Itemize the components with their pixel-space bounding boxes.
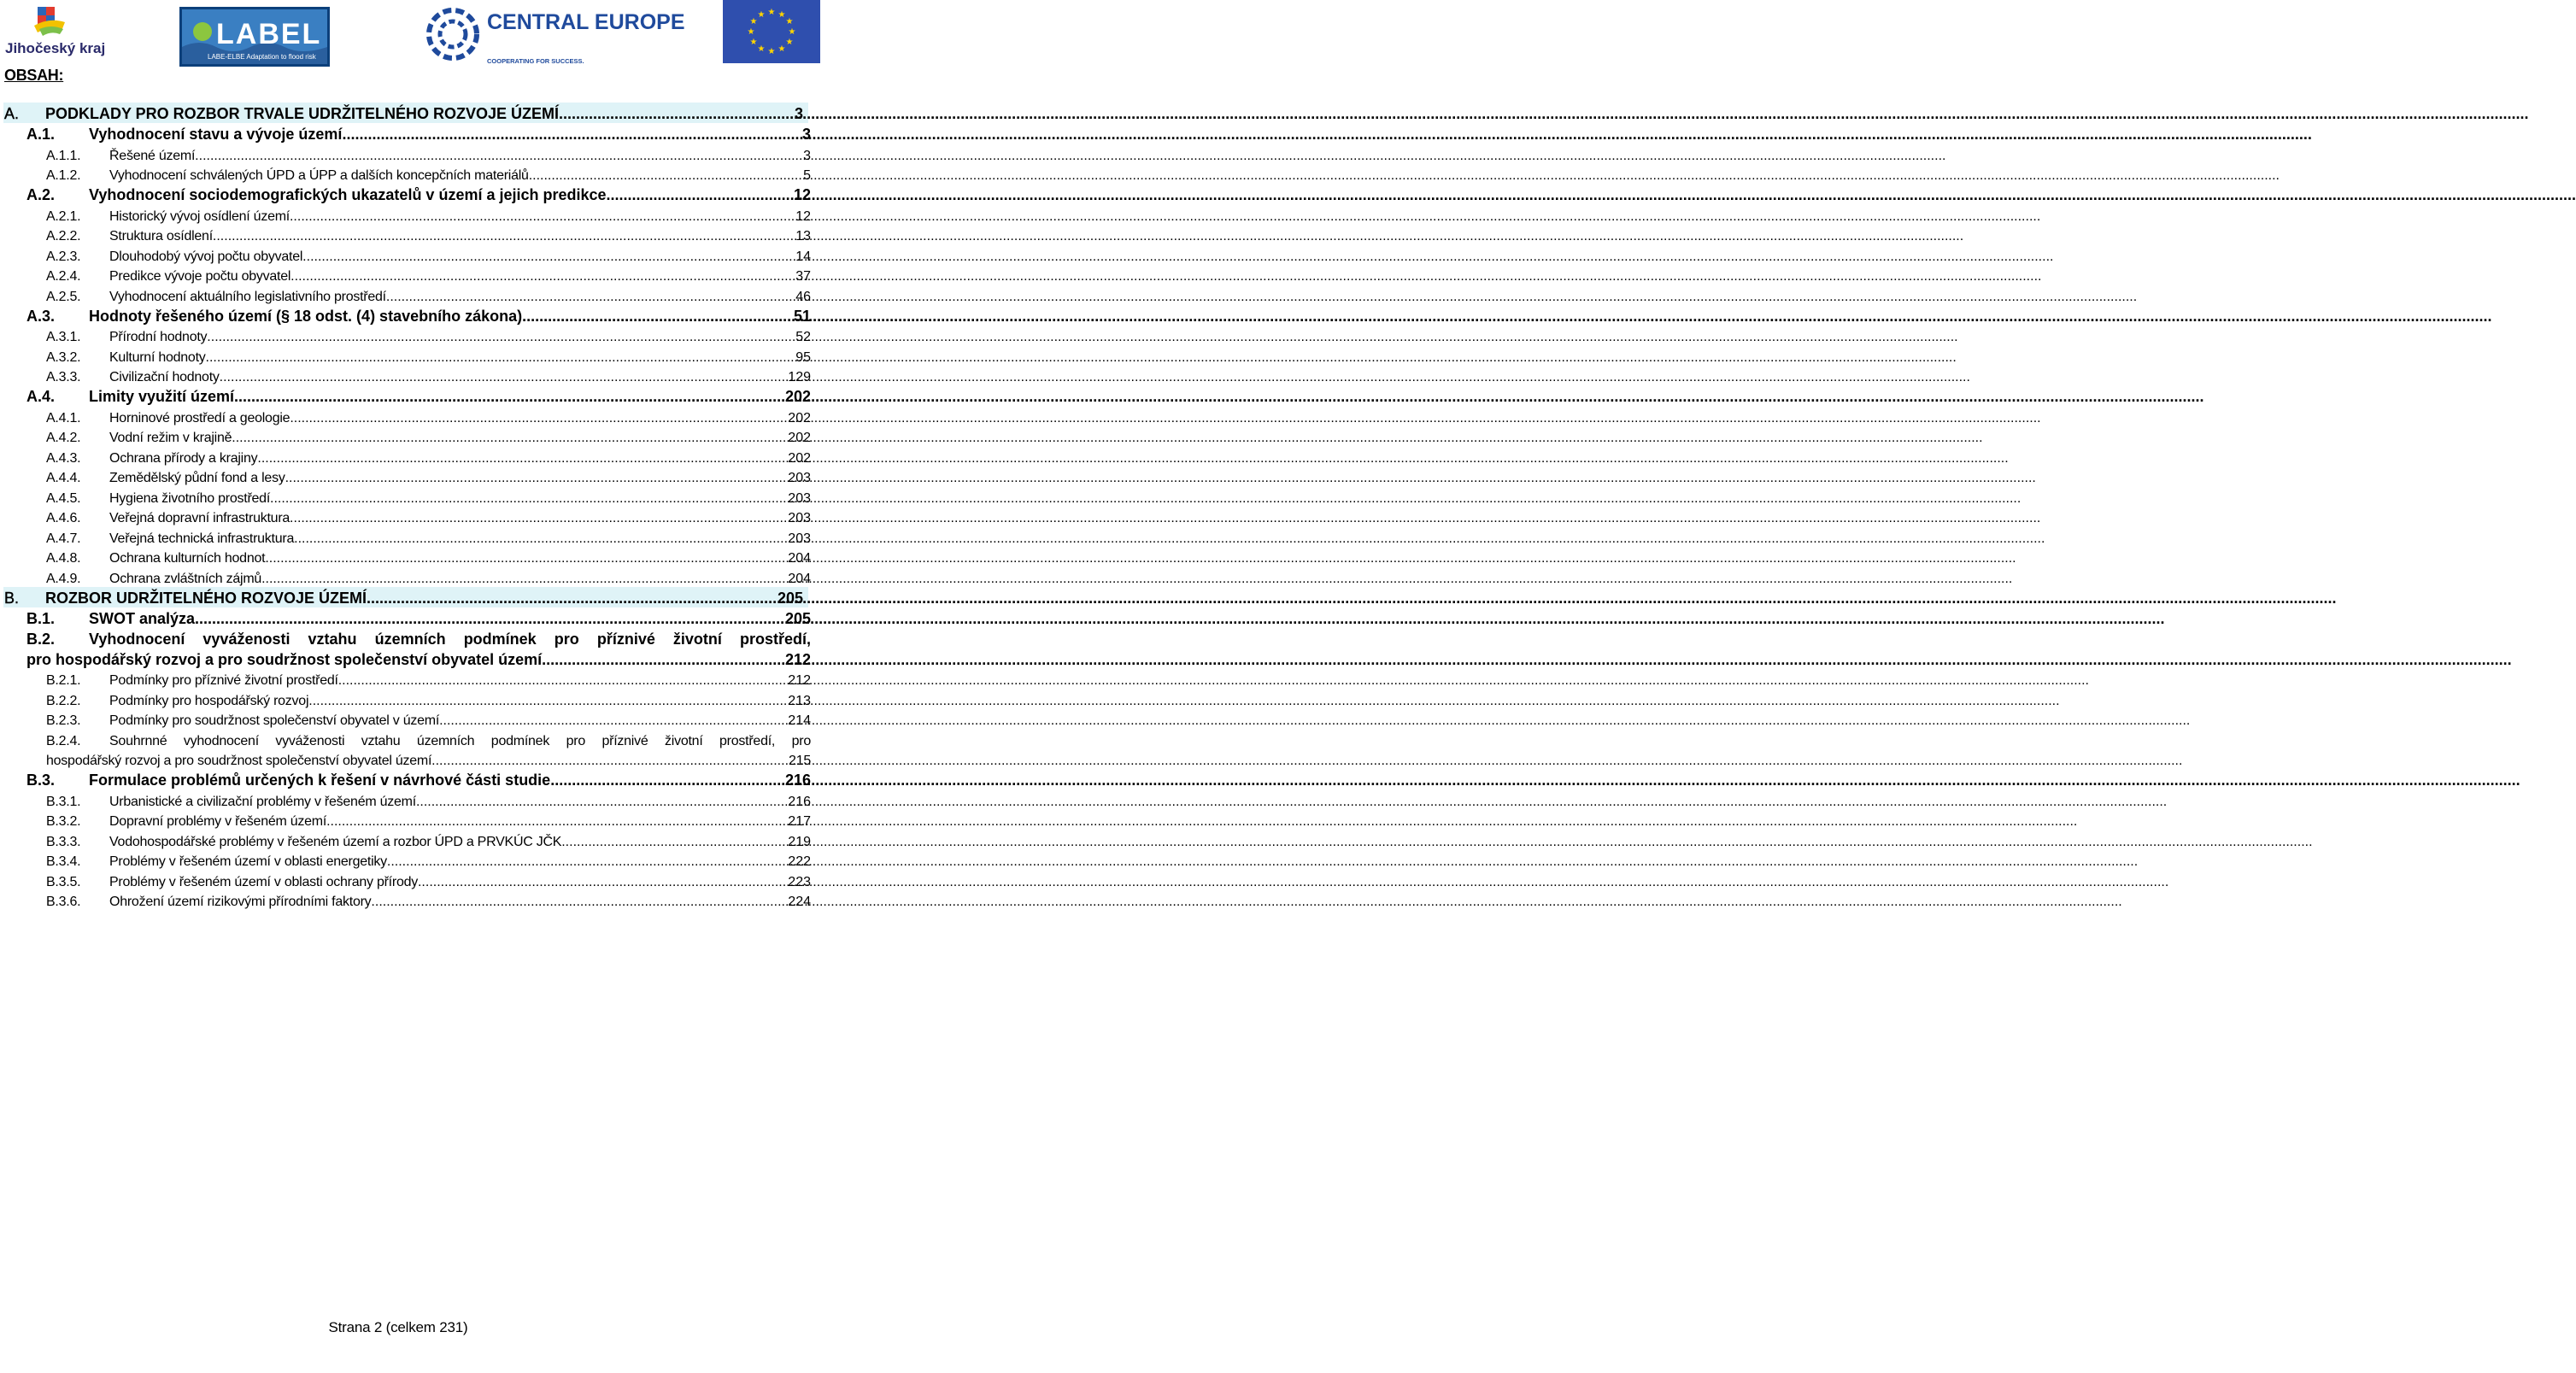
toc-number: B.3.4. xyxy=(46,854,81,869)
toc-title: PODKLADY PRO ROZBOR TRVALE UDRŽITELNÉHO ROZVOJE ÚZEMÍ xyxy=(45,105,560,122)
toc-page-number: 203 xyxy=(788,471,811,485)
toc-leader-dots xyxy=(529,168,803,184)
toc-title: Ochrana přírody a krajiny xyxy=(109,450,258,466)
toc-number: A.1.2. xyxy=(46,168,81,183)
toc-page-number: 216 xyxy=(784,772,811,789)
toc-entry-a3[interactable] xyxy=(0,305,820,326)
toc-leader-dots xyxy=(234,388,785,406)
svg-text:★: ★ xyxy=(777,44,786,54)
svg-text:★: ★ xyxy=(777,10,786,20)
toc-entry-a43[interactable] xyxy=(0,446,820,466)
toc-title: Hygiena životního prostředí xyxy=(109,490,271,506)
toc-number: A.4.6. xyxy=(46,511,81,525)
toc-title-continuation: pro hospodářský rozvoj a pro soudržnost společenství obyvatel území xyxy=(26,650,543,668)
toc-leader-dots xyxy=(338,673,789,689)
toc-entry-b2[interactable] xyxy=(0,628,820,669)
toc-page-number: 202 xyxy=(788,450,811,466)
toc-leader-dots xyxy=(257,451,788,466)
toc-number: A.3.3. xyxy=(46,370,81,384)
toc-title-continuation: hospodářský rozvoj a pro soudržnost společenství obyvatel území xyxy=(46,754,432,768)
toc-page-number: 224 xyxy=(788,895,811,909)
jihocesky-kraj-logo xyxy=(0,0,113,62)
toc-leader-dots xyxy=(542,651,785,669)
central-europe-logo xyxy=(424,7,685,65)
toc-number: B.3.5. xyxy=(46,874,81,889)
toc-number: B.2.1. xyxy=(46,673,81,688)
toc-title: Přírodní hodnoty xyxy=(109,330,208,344)
toc-title: Problémy v řešeném území v oblasti energetiky xyxy=(109,854,387,869)
svg-text:★: ★ xyxy=(785,38,794,47)
toc-title: Limity využití území xyxy=(89,388,235,405)
toc-page-number: 3 xyxy=(801,126,811,143)
toc-number: A.3.2. xyxy=(46,349,81,365)
toc-title: Řešené území xyxy=(109,148,196,163)
toc-page-number: 219 xyxy=(788,834,811,849)
toc-number: B.2. xyxy=(26,630,56,648)
toc-entry-a44[interactable] xyxy=(0,466,820,487)
toc-leader-dots xyxy=(431,754,789,769)
toc-leader-dots xyxy=(195,610,785,628)
toc-title: Veřejná dopravní infrastruktura xyxy=(109,511,290,525)
toc-title: Kulturní hodnoty xyxy=(109,349,206,365)
toc-entry-a21[interactable] xyxy=(0,204,820,225)
toc-leader-dots xyxy=(290,511,788,526)
toc-leader-dots xyxy=(522,308,794,326)
toc-number: A.3.1. xyxy=(46,330,81,344)
toc-number: A. xyxy=(4,105,20,122)
toc-leader-dots xyxy=(550,772,785,789)
toc-entry-a32[interactable] xyxy=(0,345,820,366)
toc-title: Formulace problémů určených k řešení v návrhové části studie xyxy=(89,772,551,789)
toc-number: A.2.4. xyxy=(46,269,81,284)
toc-page-number: 14 xyxy=(795,249,811,264)
toc-number: B.3.6. xyxy=(46,895,81,909)
toc-leader-dots xyxy=(290,209,795,225)
toc-leader-dots xyxy=(386,290,795,305)
toc-number: B.1. xyxy=(26,609,56,627)
toc-title: ROZBOR UDRŽITELNÉHO ROZVOJE ÚZEMÍ xyxy=(45,589,367,607)
toc-entry-a12[interactable] xyxy=(0,164,820,185)
toc-page-number: 213 xyxy=(788,693,811,708)
toc-title: Dlouhodobý vývoj počtu obyvatel xyxy=(109,249,303,264)
toc-page-number: 5 xyxy=(803,168,811,183)
toc-entry-b1[interactable] xyxy=(0,607,820,628)
toc-leader-dots xyxy=(308,694,788,709)
toc-entry-a42[interactable] xyxy=(0,426,820,447)
toc-title: Vyhodnocení vyváženosti vztahu územních podmínek pro příznivé životní prostředí, xyxy=(89,630,811,648)
toc-title: Podmínky pro příznivé životní prostředí xyxy=(109,673,338,688)
toc-page-number: 216 xyxy=(788,794,811,809)
toc-title: Podmínky pro hospodářský rozvoj xyxy=(109,693,309,708)
toc-number: A.2.2. xyxy=(46,229,81,244)
toc-title: Civilizační hodnoty xyxy=(109,370,220,384)
toc-leader-dots xyxy=(265,551,788,566)
toc-number: A.4.2. xyxy=(46,431,81,445)
toc-page-number: 205 xyxy=(777,589,803,607)
toc-leader-dots xyxy=(607,186,794,204)
toc-entry-a47[interactable] xyxy=(0,526,820,547)
toc-number: A.1.1. xyxy=(46,148,81,163)
toc-page-number: 215 xyxy=(789,754,811,768)
toc-page-number: 214 xyxy=(788,713,811,728)
toc-entry-a25[interactable] xyxy=(0,285,820,305)
toc-page-number: 51 xyxy=(793,307,811,325)
toc-leader-dots xyxy=(439,713,788,729)
label-wave-icon xyxy=(182,9,327,64)
toc-leader-dots xyxy=(290,269,795,285)
toc-entry-b21[interactable] xyxy=(0,669,820,689)
toc-entry-a48[interactable] xyxy=(0,547,820,567)
toc-title: Problémy v řešeném území v oblasti ochrany přírody xyxy=(109,874,418,889)
toc-entry-a49[interactable] xyxy=(0,566,820,587)
toc-number: A.4.5. xyxy=(46,490,81,506)
svg-text:★: ★ xyxy=(749,17,758,26)
toc-number: A.2.5. xyxy=(46,289,81,304)
jihocesky-kraj-emblem-icon xyxy=(0,0,113,62)
toc-title: Hodnoty řešeného území (§ 18 odst. (4) stavebního zákona) xyxy=(89,307,523,325)
toc-page-number: 203 xyxy=(788,511,811,525)
toc-entry-a11[interactable] xyxy=(0,144,820,164)
svg-text:COOPERATING FOR SUCCESS.: COOPERATING FOR SUCCESS. xyxy=(487,57,584,65)
toc-heading: OBSAH: xyxy=(4,67,64,84)
toc-number: B.2.2. xyxy=(46,693,81,708)
eu-stars-icon xyxy=(723,0,820,63)
toc-page-number: 52 xyxy=(795,330,811,344)
toc-title: Vodní režim v krajině xyxy=(109,431,232,445)
toc-title: Zemědělský půdní fond a lesy xyxy=(109,471,285,485)
toc-number: A.2.3. xyxy=(46,249,81,264)
toc-number: A.4.1. xyxy=(46,410,81,425)
svg-text:★: ★ xyxy=(749,38,758,47)
toc-number: A.2. xyxy=(26,186,56,203)
toc-number: B.2.4. xyxy=(46,734,81,748)
toc-number: A.4.9. xyxy=(46,571,81,586)
toc-leader-dots xyxy=(387,854,788,870)
toc-number: A.1. xyxy=(26,126,56,143)
toc-number: B.3. xyxy=(26,772,56,789)
toc-entry-b24[interactable] xyxy=(0,729,820,769)
central-europe-emblem-icon xyxy=(424,7,685,65)
toc-page-number: 203 xyxy=(788,490,811,506)
toc-entry-a41[interactable] xyxy=(0,406,820,426)
toc-page-number: 222 xyxy=(788,854,811,869)
toc-leader-dots xyxy=(326,814,788,830)
toc-number: B.2.3. xyxy=(46,713,81,728)
toc-title: Vyhodnocení sociodemografických ukazatelů v území a jejich predikce xyxy=(89,186,607,203)
toc-entry-a33[interactable] xyxy=(0,366,820,386)
toc-leader-dots xyxy=(195,149,803,164)
toc-leader-dots xyxy=(418,875,788,890)
toc-entry-b[interactable] xyxy=(3,587,808,607)
toc-entry-a45[interactable] xyxy=(0,486,820,507)
label-logo xyxy=(179,7,330,67)
toc-leader-dots xyxy=(290,411,788,426)
toc-page-number: 203 xyxy=(788,531,811,546)
toc-title: Ochrana kulturních hodnot xyxy=(109,551,266,566)
toc-page-number: 212 xyxy=(788,673,811,688)
toc-page-number: 46 xyxy=(795,289,811,304)
toc-title: Historický vývoj osídlení území xyxy=(109,208,290,224)
svg-text:LABEL: LABEL xyxy=(216,18,322,50)
toc-leader-dots xyxy=(342,126,802,144)
toc-number: A.4.8. xyxy=(46,551,81,566)
toc-number: A.4. xyxy=(26,388,56,405)
toc-number: A.4.4. xyxy=(46,471,81,485)
toc-entry-b34[interactable] xyxy=(0,850,820,871)
toc-page-number: 202 xyxy=(788,410,811,425)
toc-leader-dots xyxy=(285,471,789,486)
toc-page-number: 3 xyxy=(794,105,803,122)
toc-number: A.4.3. xyxy=(46,450,81,466)
toc-entry-a[interactable] xyxy=(3,103,808,123)
toc-title: Souhrnné vyhodnocení vyváženosti vztahu územních podmínek pro příznivé životní prostředí, pro xyxy=(109,734,811,748)
toc-page-number: 3 xyxy=(803,148,811,163)
toc-page-number: 37 xyxy=(795,269,811,284)
toc-entry-a24[interactable] xyxy=(0,265,820,285)
toc-entry-b23[interactable] xyxy=(0,709,820,730)
toc-entry-a2[interactable] xyxy=(0,184,820,204)
eu-flag-logo xyxy=(723,0,820,63)
toc-leader-dots xyxy=(416,795,788,810)
toc-entry-b22[interactable] xyxy=(0,689,820,709)
toc-title: Ohrožení území rizikovými přírodními faktory xyxy=(109,895,372,909)
toc-title: Vodohospodářské problémy v řešeném území a rozbor ÚPD a PRVKÚC JČK xyxy=(109,834,562,849)
toc-entry-a23[interactable] xyxy=(0,244,820,265)
toc-leader-dots xyxy=(261,572,788,587)
toc-title: Vyhodnocení aktuálního legislativního prostředí xyxy=(109,289,386,304)
toc-entry-a22[interactable] xyxy=(0,225,820,245)
toc-title: Dopravní problémy v řešeném území xyxy=(109,814,327,829)
svg-text:★: ★ xyxy=(788,27,796,37)
toc-page-number: 204 xyxy=(788,571,811,586)
toc-page-number: 95 xyxy=(795,349,811,365)
toc-number: B.3.3. xyxy=(46,834,81,849)
toc-page-number: 204 xyxy=(788,551,811,566)
toc-page-number: 129 xyxy=(788,370,811,384)
toc-title: Ochrana zvláštních zájmů xyxy=(109,571,262,586)
toc-entry-a46[interactable] xyxy=(0,507,820,527)
svg-text:★: ★ xyxy=(757,10,766,20)
toc-number: A.4.7. xyxy=(46,531,81,546)
toc-page-number: 212 xyxy=(784,650,811,668)
page-footer: Strana 2 (celkem 231) xyxy=(328,1319,468,1335)
toc-leader-dots xyxy=(232,431,788,446)
toc-leader-dots xyxy=(294,531,788,547)
toc-leader-dots xyxy=(207,330,795,345)
toc-title: Vyhodnocení stavu a vývoje území xyxy=(89,126,343,143)
svg-text:Jihočeský kraj: Jihočeský kraj xyxy=(5,40,106,56)
toc-entry-b33[interactable] xyxy=(0,830,820,850)
toc-leader-dots xyxy=(371,895,788,910)
toc-number: A.3. xyxy=(26,307,56,325)
toc-entry-b31[interactable] xyxy=(0,789,820,810)
toc-title: Struktura osídlení xyxy=(109,229,213,244)
toc-entry-a31[interactable] xyxy=(0,326,820,346)
svg-text:★: ★ xyxy=(767,47,776,56)
toc-leader-dots xyxy=(213,229,795,244)
svg-text:LABE-ELBE Adaptation to flood: LABE-ELBE Adaptation to flood risk xyxy=(208,53,316,61)
toc-title: Podmínky pro soudržnost společenství obyvatel v území xyxy=(109,713,440,728)
toc-page-number: 217 xyxy=(788,814,811,829)
toc-entry-a4[interactable] xyxy=(0,385,820,406)
toc-entry-b35[interactable] xyxy=(0,870,820,890)
toc-number: B.3.1. xyxy=(46,794,81,809)
toc-page-number: 205 xyxy=(784,609,811,627)
toc-leader-dots xyxy=(206,350,796,366)
toc-leader-dots xyxy=(559,105,795,123)
toc-title: Veřejná technická infrastruktura xyxy=(109,531,295,546)
table-of-contents xyxy=(0,103,820,910)
toc-leader-dots xyxy=(270,491,788,507)
svg-text:★: ★ xyxy=(747,27,755,37)
svg-text:★: ★ xyxy=(767,8,776,17)
toc-title: SWOT analýza xyxy=(89,609,196,627)
toc-title: Horninové prostředí a geologie xyxy=(109,410,290,425)
toc-leader-dots xyxy=(302,249,795,265)
toc-page-number: 202 xyxy=(784,388,811,405)
toc-entry-b3[interactable] xyxy=(0,769,820,789)
toc-title: Vyhodnocení schválených ÚPD a ÚPP a dalších koncepčních materiálů xyxy=(109,168,529,183)
toc-page-number: 12 xyxy=(793,186,811,203)
svg-text:★: ★ xyxy=(757,44,766,54)
toc-entry-a1[interactable] xyxy=(0,123,820,144)
toc-leader-dots xyxy=(220,370,789,385)
toc-number: B. xyxy=(4,589,20,607)
toc-entry-b36[interactable] xyxy=(0,890,820,911)
svg-text:CENTRAL EUROPE: CENTRAL EUROPE xyxy=(487,10,685,34)
svg-text:★: ★ xyxy=(785,17,794,26)
toc-title: Predikce vývoje počtu obyvatel xyxy=(109,269,291,284)
toc-page-number: 12 xyxy=(795,208,811,224)
toc-number: A.2.1. xyxy=(46,208,81,224)
toc-leader-dots xyxy=(561,835,788,850)
toc-title: Urbanistické a civilizační problémy v řešeném území xyxy=(109,794,416,809)
toc-page-number: 223 xyxy=(788,874,811,889)
toc-page-number: 202 xyxy=(788,431,811,445)
toc-number: B.3.2. xyxy=(46,814,81,829)
toc-leader-dots xyxy=(367,590,777,607)
toc-entry-b32[interactable] xyxy=(0,810,820,830)
toc-page-number: 13 xyxy=(795,229,811,244)
